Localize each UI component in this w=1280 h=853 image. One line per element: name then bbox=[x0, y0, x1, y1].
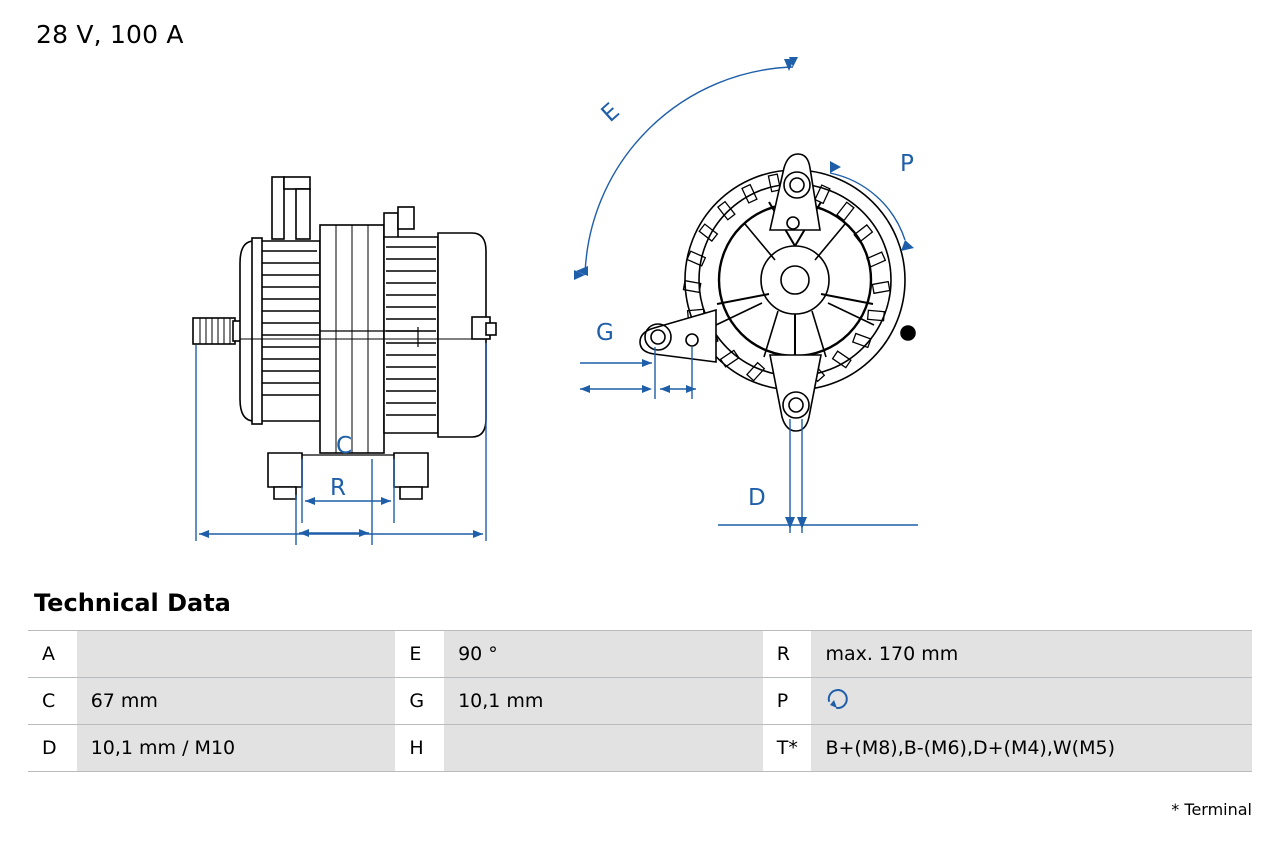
dimension-label-E: E bbox=[596, 98, 625, 128]
spec-value-G: 10,1 mm bbox=[444, 678, 763, 725]
table-row bbox=[28, 678, 1252, 725]
spec-key-R: R bbox=[763, 631, 812, 678]
spec-key-A: A bbox=[28, 631, 77, 678]
table-row bbox=[28, 631, 1252, 678]
table-row bbox=[28, 725, 1252, 772]
spec-key-G: G bbox=[395, 678, 444, 725]
dimension-label-D: D bbox=[748, 485, 766, 511]
spec-value-A bbox=[77, 631, 396, 678]
spec-value-P bbox=[811, 678, 1252, 725]
spec-value-C: 67 mm bbox=[77, 678, 396, 725]
spec-value-D: 10,1 mm / M10 bbox=[77, 725, 396, 772]
terminal-footnote: * Terminal bbox=[1171, 800, 1252, 819]
dimension-label-G: G bbox=[596, 320, 614, 346]
spec-key-P: P bbox=[763, 678, 812, 725]
technical-data-heading: Technical Data bbox=[34, 589, 231, 617]
alternator-technical-drawing bbox=[0, 55, 1280, 565]
technical-data-table bbox=[28, 630, 1252, 772]
spec-key-D: D bbox=[28, 725, 77, 772]
page-title: 28 V, 100 A bbox=[36, 20, 184, 49]
spec-key-H: H bbox=[395, 725, 444, 772]
spec-key-C: C bbox=[28, 678, 77, 725]
dimension-label-C: C bbox=[336, 433, 353, 459]
spec-value-E: 90 ° bbox=[444, 631, 763, 678]
spec-value-T: B+(M8),B-(M6),D+(M4),W(M5) bbox=[811, 725, 1252, 772]
rotation-arrow-icon bbox=[825, 687, 851, 716]
spec-key-E: E bbox=[395, 631, 444, 678]
dimension-label-P: P bbox=[900, 151, 914, 177]
spec-key-T: T* bbox=[763, 725, 812, 772]
spec-value-R: max. 170 mm bbox=[811, 631, 1252, 678]
dimension-label-R: R bbox=[330, 475, 346, 501]
spec-value-H bbox=[444, 725, 763, 772]
